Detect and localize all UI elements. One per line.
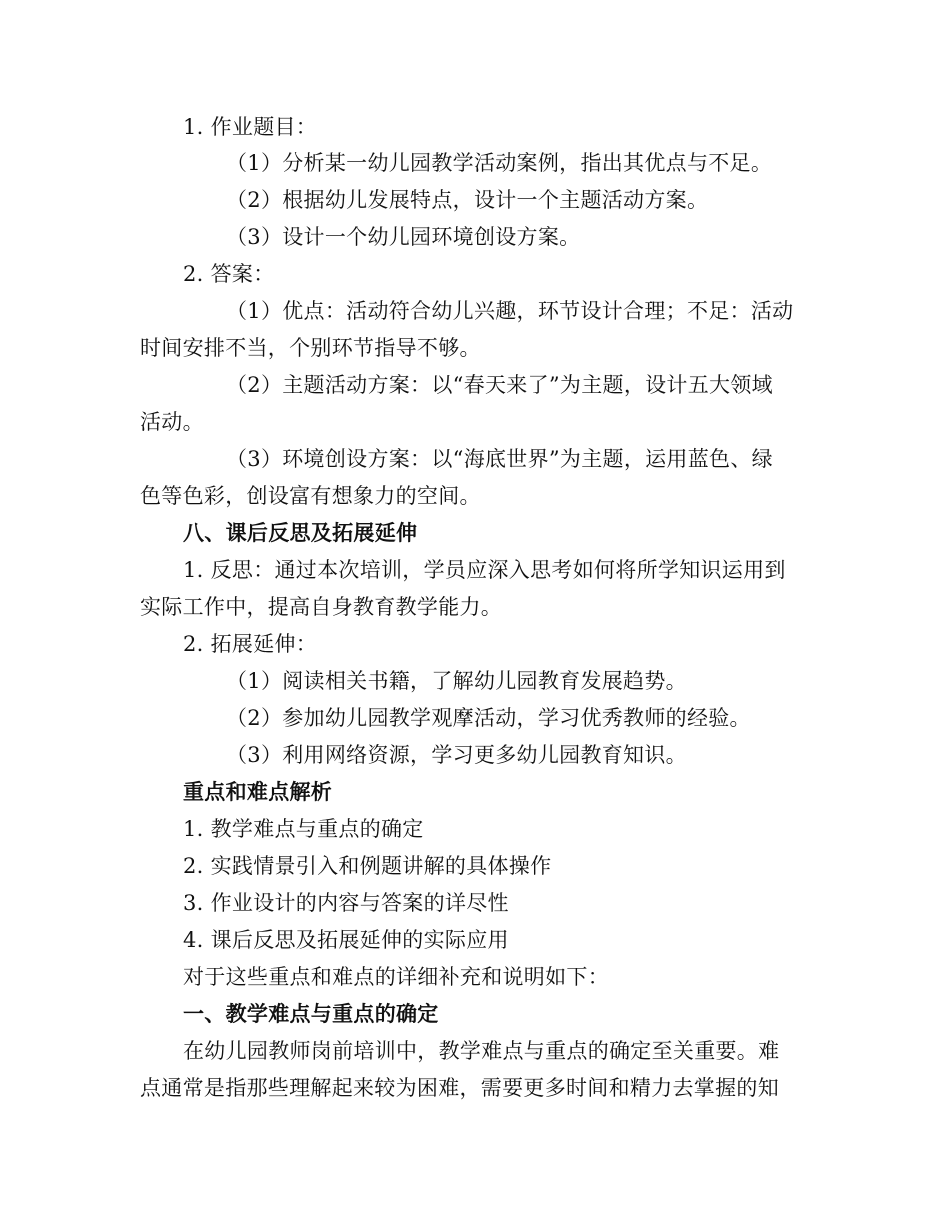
extension-item-2: （2）参加幼儿园教学观摩活动，学习优秀教师的经验。 (226, 706, 751, 730)
answer-1-line-2: 时间安排不当，个别环节指导不够。 (140, 336, 481, 360)
reflection-line-2: 实际工作中，提高自身教育教学能力。 (140, 595, 503, 619)
key-point-1: 1. 教学难点与重点的确定 (183, 817, 424, 841)
homework-item-2: （2）根据幼儿发展特点，设计一个主题活动方案。 (226, 188, 709, 212)
answer-1-line-1: （1）优点：活动符合幼儿兴趣，环节设计合理；不足：活动 (226, 299, 794, 323)
extension-item-3: （3）利用网络资源，学习更多幼儿园教育知识。 (226, 743, 687, 767)
extension-item-1: （1）阅读相关书籍，了解幼儿园教育发展趋势。 (226, 669, 687, 693)
answer-3-line-2: 色等色彩，创设富有想象力的空间。 (140, 484, 481, 508)
section-1-heading: 一、教学难点与重点的确定 (183, 1001, 439, 1026)
key-point-4: 4. 课后反思及拓展延伸的实际应用 (183, 928, 509, 952)
reflection-line-1: 1. 反思：通过本次培训，学员应深入思考如何将所学知识运用到 (183, 558, 786, 582)
answer-2-line-2: 活动。 (140, 410, 204, 434)
homework-item-3: （3）设计一个幼儿园环境创设方案。 (226, 225, 581, 249)
key-point-3: 3. 作业设计的内容与答案的详尽性 (183, 891, 509, 915)
extension-heading: 2. 拓展延伸： (183, 632, 318, 656)
answer-2-line-1: （2）主题活动方案：以“春天来了”为主题，设计五大领域 (226, 373, 773, 397)
section-8-heading: 八、课后反思及拓展延伸 (183, 520, 418, 545)
answer-heading: 2. 答案： (183, 262, 275, 286)
body-paragraph-line-1: 在幼儿园教师岗前培训中，教学难点与重点的确定至关重要。难 (183, 1039, 780, 1063)
supplement-intro: 对于这些重点和难点的详细补充和说明如下： (183, 965, 609, 989)
key-point-2: 2. 实践情景引入和例题讲解的具体操作 (183, 854, 552, 878)
answer-3-line-1: （3）环境创设方案：以“海底世界”为主题，运用蓝色、绿 (226, 447, 773, 471)
key-points-heading: 重点和难点解析 (183, 779, 333, 804)
homework-item-1: （1）分析某一幼儿园教学活动案例，指出其优点与不足。 (226, 151, 773, 175)
body-paragraph-line-2: 点通常是指那些理解起来较为困难，需要更多时间和精力去掌握的知 (140, 1076, 779, 1100)
homework-heading: 1. 作业题目： (183, 115, 318, 139)
